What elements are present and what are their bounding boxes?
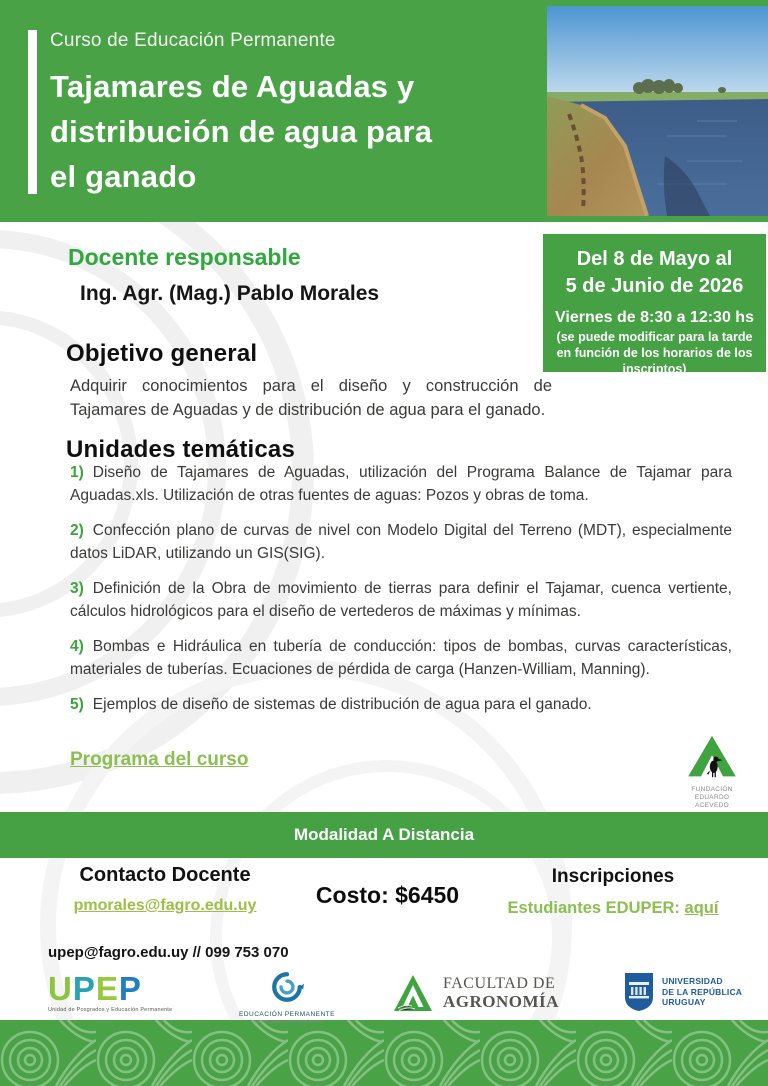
- schedule-note: (se puede modificar para la tarde en función de los horarios de los inscriptos): [556, 330, 753, 376]
- modalidad-bar: [0, 812, 768, 858]
- inscripciones-heading: Inscripciones: [551, 866, 675, 887]
- upep-caption: Unidad de Posgrados y Educación Permanente: [48, 1007, 173, 1013]
- schedule-box: [543, 234, 766, 376]
- docente-email-link[interactable]: pmorales@fagro.edu.uy: [73, 897, 257, 914]
- udelar-line2: DE LA REPÚBLICA: [662, 986, 743, 997]
- educacion-permanente-logo: [232, 970, 342, 1024]
- pattern-band-graphic: [0, 1020, 768, 1086]
- unidades-heading: Unidades temáticas: [66, 436, 296, 463]
- fundacion-caption-line2: EDUARDO ACEVEDO: [694, 794, 730, 809]
- objetivo-text: Adquirir conocimientos para el diseño y construcción de Tajamares de Aguadas y de distribución de agua para el ganado.: [70, 377, 552, 419]
- eduper-subcaption: UNIVERSIDAD DE LA REPÚBLICA: [251, 1019, 323, 1024]
- unidades-list: [70, 461, 732, 728]
- fagro-triangle-icon: [392, 972, 434, 1014]
- udelar-line3: URUGUAY: [662, 997, 706, 1008]
- eduper-label: Estudiantes EDUPER:: [507, 899, 680, 917]
- inscripciones-block: [488, 866, 738, 918]
- eduper-swirl-icon: [268, 970, 306, 1004]
- upep-letter: P: [118, 970, 142, 1007]
- course-title-line: distribución de agua para: [50, 114, 433, 149]
- upep-letter: U: [48, 970, 73, 1007]
- decorative-pattern-band: [0, 1020, 768, 1086]
- date-range-line2: 5 de Junio de 2026: [565, 275, 744, 297]
- upep-logo: [48, 972, 198, 1013]
- objetivo-heading: Objetivo general: [66, 340, 258, 367]
- item-text: Definición de la Obra de movimiento de tierras para definir el Tajamar, cuenca vertiente, cálculos hidrológicos para el diseño de vertederos de máximas y mínimas.: [70, 580, 732, 620]
- contacto-docente-block: [40, 864, 290, 915]
- item-text: Diseño de Tajamares de Aguadas, utilización del Programa Balance de Tajamar para Aguadas.xls. Utilización de otras fuentes de aguas: Pozos y obras de toma.: [70, 464, 732, 504]
- fagro-wordmark: [443, 975, 559, 1011]
- item-number: 4): [70, 638, 84, 655]
- logos-row: [0, 970, 768, 1024]
- udelar-line1: UNIVERSIDAD: [662, 976, 723, 987]
- item-number: 2): [70, 522, 84, 539]
- list-item: [70, 519, 732, 565]
- udelar-wordmark: [662, 976, 742, 1008]
- header-banner: [0, 0, 768, 222]
- upep-wordmark: [48, 972, 198, 1005]
- item-number: 3): [70, 580, 84, 597]
- docente-heading: Docente responsable: [68, 244, 301, 270]
- course-title-line: Tajamares de Aguadas y: [50, 69, 415, 104]
- fundacion-acevedo-logo: [678, 735, 746, 810]
- date-range-line1: Del 8 de Mayo al: [576, 248, 733, 270]
- programa-del-curso-link[interactable]: Programa del curso: [70, 749, 249, 770]
- fundacion-caption-line1: FUNDACIÓN: [691, 786, 733, 793]
- upep-contact-line: upep@fagro.edu.uy // 099 753 070: [48, 944, 289, 961]
- pond-photo: [547, 6, 768, 216]
- fagro-line1: FACULTAD DE: [443, 975, 556, 992]
- pond-photo-image: [547, 6, 768, 216]
- title-accent-bar: [28, 30, 37, 194]
- list-item: [70, 635, 732, 681]
- udelar-logo: [624, 972, 742, 1012]
- contacto-heading: Contacto Docente: [79, 864, 251, 886]
- inscripciones-line: [488, 899, 738, 918]
- upep-letter: P: [72, 970, 96, 1007]
- udelar-shield-icon: [624, 972, 654, 1012]
- item-text: Confección plano de curvas de nivel con Modelo Digital del Terreno (MDT), especialmente datos LiDAR, utilizando un GIS(SIG).: [70, 522, 732, 562]
- schedule-time: Viernes de 8:30 a 12:30 hs: [555, 309, 754, 326]
- item-text: Bombas e Hidráulica en tubería de conducción: tipos de bombas, curvas características, materiales de tuberías. Ecuaciones de pérdida de carga (Hanzen-William, Manning).: [70, 638, 732, 678]
- fundacion-caption: [678, 786, 746, 810]
- course-kicker: Curso de Educación Permanente: [50, 30, 336, 51]
- upep-letter: E: [95, 970, 119, 1007]
- eduper-caption: EDUCACIÓN PERMANENTE: [239, 1011, 335, 1018]
- fagro-logo: [392, 972, 559, 1014]
- list-item: [70, 693, 732, 716]
- list-item: [70, 461, 732, 507]
- list-item: [70, 577, 732, 623]
- course-title-line: el ganado: [50, 159, 197, 194]
- costo-label: Costo: $6450: [315, 882, 460, 908]
- docente-name: Ing. Agr. (Mag.) Pablo Morales: [80, 282, 380, 305]
- inscripcion-aqui-link[interactable]: aquí: [684, 899, 719, 917]
- fundacion-a-icon: [685, 735, 739, 779]
- item-number: 1): [70, 464, 84, 481]
- course-title: [50, 64, 432, 199]
- fagro-line2: AGRONOMÍA: [443, 992, 559, 1011]
- modalidad-label: Modalidad A Distancia: [293, 825, 475, 844]
- item-number: 5): [70, 696, 84, 713]
- item-text: Ejemplos de diseño de sistemas de distribución de agua para el ganado.: [92, 696, 592, 713]
